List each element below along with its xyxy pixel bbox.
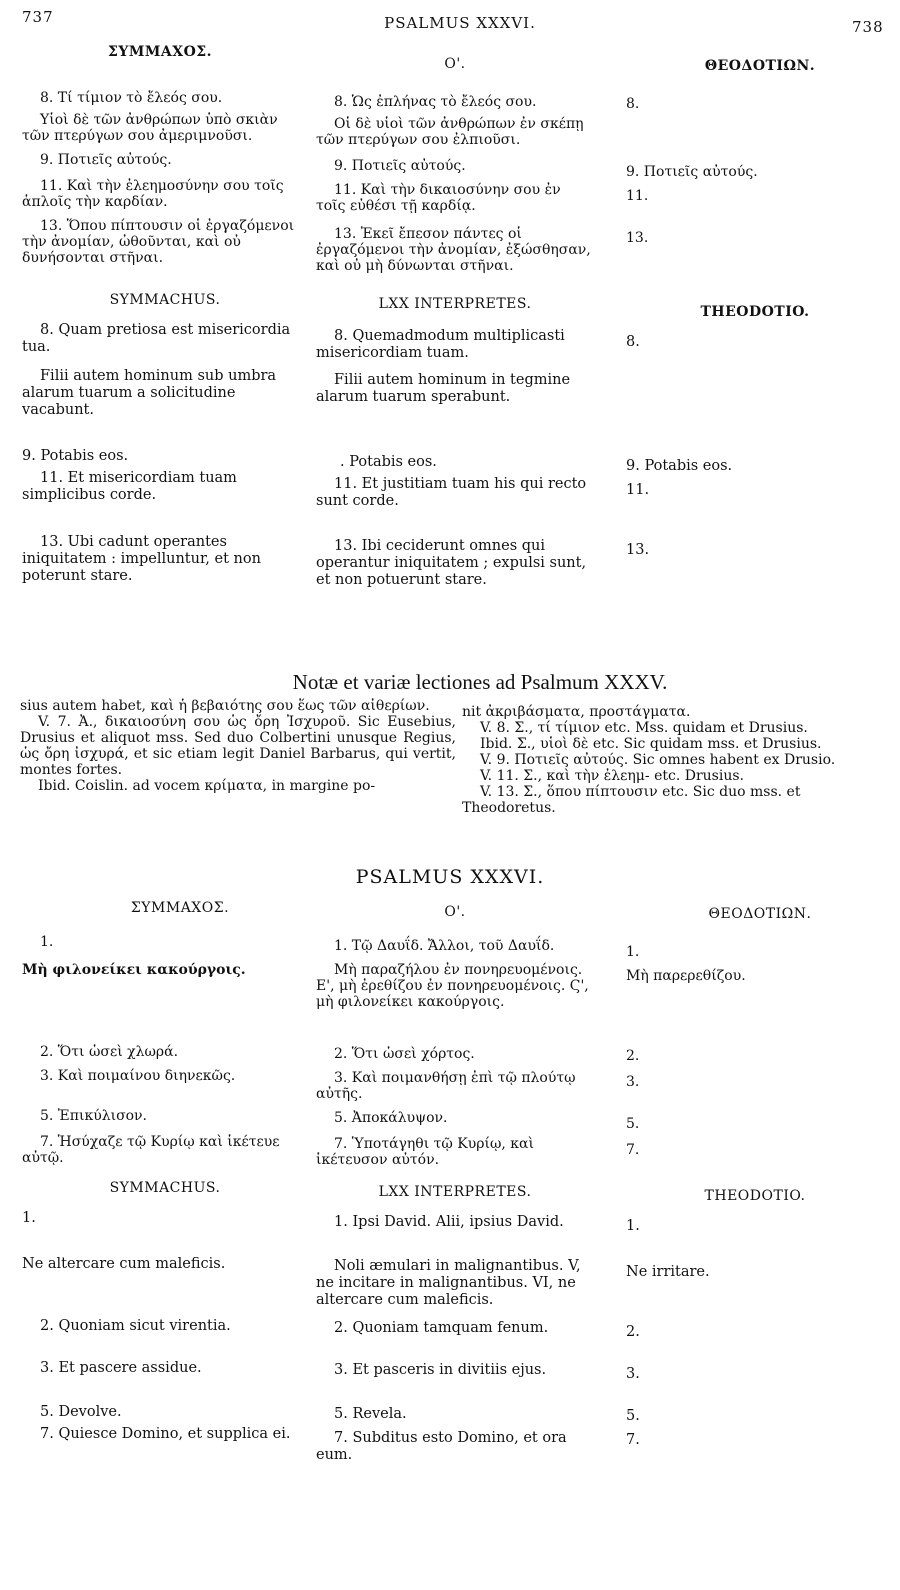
note-line: V. 9. Ποτιεῖς αὐτούς. Sic omnes habent ex Drusio. [480, 752, 836, 768]
psalm-latin-sym-v5: 5. Devolve. [40, 1404, 122, 1420]
page-number-left: 737 [22, 8, 54, 26]
psalm-greek-lxx-v1b: Μὴ παραζήλου ἐν πονηρευομένοις. Ε', μὴ ἐρεθίζου ἐν πονηρευομένοις. Ϛ', μὴ φιλονείκει κακούργοις. [316, 962, 589, 1010]
latin-head-symmachus: SYMMACHUS. [109, 292, 221, 308]
greek-lxx-v8: 8. Ὡς ἐπλήνας τὸ ἔλεός σου. [334, 94, 537, 110]
note-line: V. 8. Σ., τί τίμιον etc. Mss. quidam et Drusius. [480, 720, 808, 736]
note-line: nit ἀκριβάσματα, προστάγματα. [462, 704, 691, 720]
greek-theo-v8: 8. [626, 96, 640, 112]
psalm-latin-sym-v1: 1. [22, 1210, 36, 1226]
note-line: sius autem habet, καὶ ἡ βεβαιότης σου ἕως τῶν αἰθερίων. [20, 698, 430, 714]
latin-theo-v13: 13. [626, 542, 650, 558]
latin-theo-v11: 11. [626, 482, 650, 498]
note-line: Ibid. Σ., υἱοὶ δὲ etc. Sic quidam mss. et Drusius. [480, 736, 822, 752]
greek-theo-v13: 13. [626, 230, 649, 246]
psalm-latin-theo-v2: 2. [626, 1324, 640, 1340]
latin-head-theodotio: THEODOTIO. [700, 304, 810, 320]
psalm-latin-head-theodotio: THEODOTIO. [704, 1188, 806, 1204]
greek-head-theodotion: ΘΕΟΔΟΤΙΩΝ. [704, 58, 816, 74]
latin-lxx-v11: 11. Et justitiam tuam his qui recto sunt corde. [316, 476, 587, 509]
latin-sym-v8: 8. Quam pretiosa est misericordia tua. [22, 322, 291, 355]
latin-head-lxx: LXX INTERPRETES. [378, 296, 532, 312]
latin-theo-v9: 9. Potabis eos. [626, 458, 733, 474]
psalm-latin-sym-v3: 3. Et pascere assidue. [40, 1360, 202, 1376]
greek-head-lxx: Ο'. [444, 56, 466, 72]
psalm-greek-sym-v7: 7. Ἡσύχαζε τῷ Κυρίῳ καὶ ἱκέτευε αὐτῷ. [22, 1134, 280, 1166]
psalm-greek-sym-v1: 1. [40, 934, 54, 950]
greek-sym-v8: 8. Τί τίμιον τὸ ἔλεός σου. [40, 90, 223, 106]
notes-left-column [20, 698, 456, 794]
greek-lxx-v9: 9. Ποτιεῖς αὐτούς. [334, 158, 466, 174]
note-line: V. 13. Σ., ὅπου πίπτουσιν etc. Sic duo mss. et Theodoretus. [462, 784, 801, 816]
greek-theo-v11: 11. [626, 188, 649, 204]
psalm-latin-sym-v1b: Ne altercare cum maleficis. [22, 1256, 226, 1272]
latin-lxx-v8: 8. Quemadmodum multiplicasti misericordiam tuam. [316, 328, 565, 361]
psalm-greek-lxx-v3: 3. Καὶ ποιμανθήσῃ ἐπὶ τῷ πλούτῳ αὐτῆς. [316, 1070, 576, 1102]
running-title: PSALMUS XXXVI. [384, 14, 536, 32]
psalm-latin-lxx-v1b: Noli æmulari in malignantibus. V, ne incitare in malignantibus. VI, ne altercare cum maleficis. [316, 1258, 581, 1308]
psalm-latin-head-symmachus: SYMMACHUS. [109, 1180, 221, 1196]
latin-lxx-v9: . Potabis eos. [340, 454, 437, 470]
latin-sym-v13: 13. Ubi cadunt operantes iniquitatem : impelluntur, et non poterunt stare. [22, 534, 261, 584]
greek-sym-v11: 11. Καὶ τὴν ἐλεημοσύνην σου τοῖς ἁπλοῖς τὴν καρδίαν. [22, 178, 284, 210]
note-line: Ibid. Coislin. ad vocem κρίματα, in margine po- [38, 778, 376, 794]
greek-lxx-v8b: Οἱ δὲ υἱοὶ τῶν ἀνθρώπων ἐν σκέπῃ τῶν πτερύγων σου ἐλπιοῦσι. [316, 116, 584, 148]
psalm-latin-lxx-v1: 1. Ipsi David. Alii, ipsius David. [334, 1214, 564, 1230]
greek-sym-v13: 13. Ὅπου πίπτουσιν οἱ ἐργαζόμενοι τὴν ἀνομίαν, ὠθοῦνται, καὶ οὐ δυνήσονται στῆναι. [22, 218, 295, 266]
notes-title: Notæ et variæ lectiones ad Psalmum XXXV. [292, 670, 668, 694]
psalm-greek-head-theodotion: ΘΕΟΔΟΤΙΩΝ. [708, 906, 812, 922]
psalm-title: PSALMUS XXXVI. [355, 866, 545, 888]
latin-lxx-v8b: Filii autem hominum in tegmine alarum tuarum sperabunt. [316, 372, 571, 405]
psalm-greek-theo-v1b: Μὴ παρερεθίζου. [626, 968, 746, 984]
psalm-latin-theo-v3: 3. [626, 1366, 640, 1382]
psalm-latin-sym-v7: 7. Quiesce Domino, et supplica ei. [40, 1426, 291, 1442]
psalm-latin-lxx-v5: 5. Revela. [334, 1406, 407, 1422]
greek-sym-v8b: Υἱοὶ δὲ τῶν ἀνθρώπων ὑπὸ σκιὰν τῶν πτερύγων σου ἀμεριμνοῦσι. [22, 112, 278, 144]
greek-sym-v9: 9. Ποτιεῖς αὐτούς. [40, 152, 172, 168]
psalm-greek-head-lxx: Ο'. [444, 904, 466, 920]
greek-theo-v9: 9. Ποτιεῖς αὐτούς. [626, 164, 758, 180]
psalm-greek-lxx-v5: 5. Ἀποκάλυψον. [334, 1110, 448, 1126]
note-line: V. 11. Σ., καὶ τὴν ἐλεημ- etc. Drusius. [480, 768, 744, 784]
psalm-latin-head-lxx: LXX INTERPRETES. [378, 1184, 532, 1200]
psalm-greek-lxx-v1: 1. Τῷ Δαυΐδ. Ἄλλοι, τοῦ Δαυΐδ. [334, 938, 555, 954]
psalm-greek-sym-v1b: Μὴ φιλονείκει κακούργοις. [22, 962, 246, 978]
greek-lxx-v13: 13. Ἐκεῖ ἔπεσον πάντες οἱ ἐργαζόμενοι τὴν ἀνομίαν, ἐξώσθησαν, καὶ οὐ μὴ δύνωνται στῆναι. [316, 226, 591, 274]
greek-lxx-v11: 11. Καὶ τὴν δικαιοσύνην σου ἐν τοῖς εὐθέσι τῇ καρδίᾳ. [316, 182, 561, 214]
psalm-latin-theo-v1: 1. [626, 1218, 640, 1234]
psalm-greek-sym-v3: 3. Καὶ ποιμαίνου διηνεκῶς. [40, 1068, 236, 1084]
psalm-greek-theo-v2: 2. [626, 1048, 640, 1064]
latin-lxx-v13: 13. Ibi ceciderunt omnes qui operantur iniquitatem ; expulsi sunt, et non potuerunt stare. [316, 538, 587, 588]
psalm-latin-lxx-v7: 7. Subditus esto Domino, et ora eum. [316, 1430, 567, 1463]
notes-right-column [462, 704, 880, 816]
psalm-latin-theo-v5: 5. [626, 1408, 640, 1424]
psalm-greek-lxx-v2: 2. Ὅτι ὡσεὶ χόρτος. [334, 1046, 475, 1062]
page-number-right: 738 [852, 18, 884, 36]
psalm-greek-sym-v5: 5. Ἐπικύλισον. [40, 1108, 148, 1124]
note-line: V. 7. Ἀ., δικαιοσύνη σου ὡς ὄρη Ἰσχυροῦ. Sic Eusebius, Drusius et aliquot mss. Sed duo Colbertini unusque Regius, ὡς ὄρη ἰσχυρά, et sic etiam legit Daniel Barbarus, qui vertit, montes fortes. [20, 714, 456, 778]
psalm-latin-lxx-v2: 2. Quoniam tamquam fenum. [334, 1320, 549, 1336]
latin-sym-v11: 11. Et misericordiam tuam simplicibus corde. [22, 470, 237, 503]
latin-sym-v9: 9. Potabis eos. [22, 448, 129, 464]
psalm-greek-lxx-v7: 7. Ὑποτάγηθι τῷ Κυρίῳ, καὶ ἱκέτευσον αὐτόν. [316, 1136, 534, 1168]
psalm-latin-lxx-v3: 3. Et pasceris in divitiis ejus. [334, 1362, 547, 1378]
psalm-greek-theo-v3: 3. [626, 1074, 640, 1090]
psalm-greek-theo-v5: 5. [626, 1116, 640, 1132]
psalm-latin-theo-v7: 7. [626, 1432, 640, 1448]
psalm-greek-sym-v2: 2. Ὅτι ὡσεὶ χλωρά. [40, 1044, 179, 1060]
latin-theo-v8: 8. [626, 334, 640, 350]
psalm-latin-sym-v2: 2. Quoniam sicut virentia. [40, 1318, 231, 1334]
psalm-greek-theo-v7: 7. [626, 1142, 640, 1158]
psalm-latin-theo-v1b: Ne irritare. [626, 1264, 710, 1280]
greek-head-symmachus: ΣΥΜΜΑΧΟΣ. [107, 44, 213, 60]
psalm-greek-head-symmachus: ΣΥΜΜΑΧΟΣ. [130, 900, 230, 916]
latin-sym-v8b: Filii autem hominum sub umbra alarum tuarum a solicitudine vacabunt. [22, 368, 277, 418]
psalm-greek-theo-v1: 1. [626, 944, 640, 960]
